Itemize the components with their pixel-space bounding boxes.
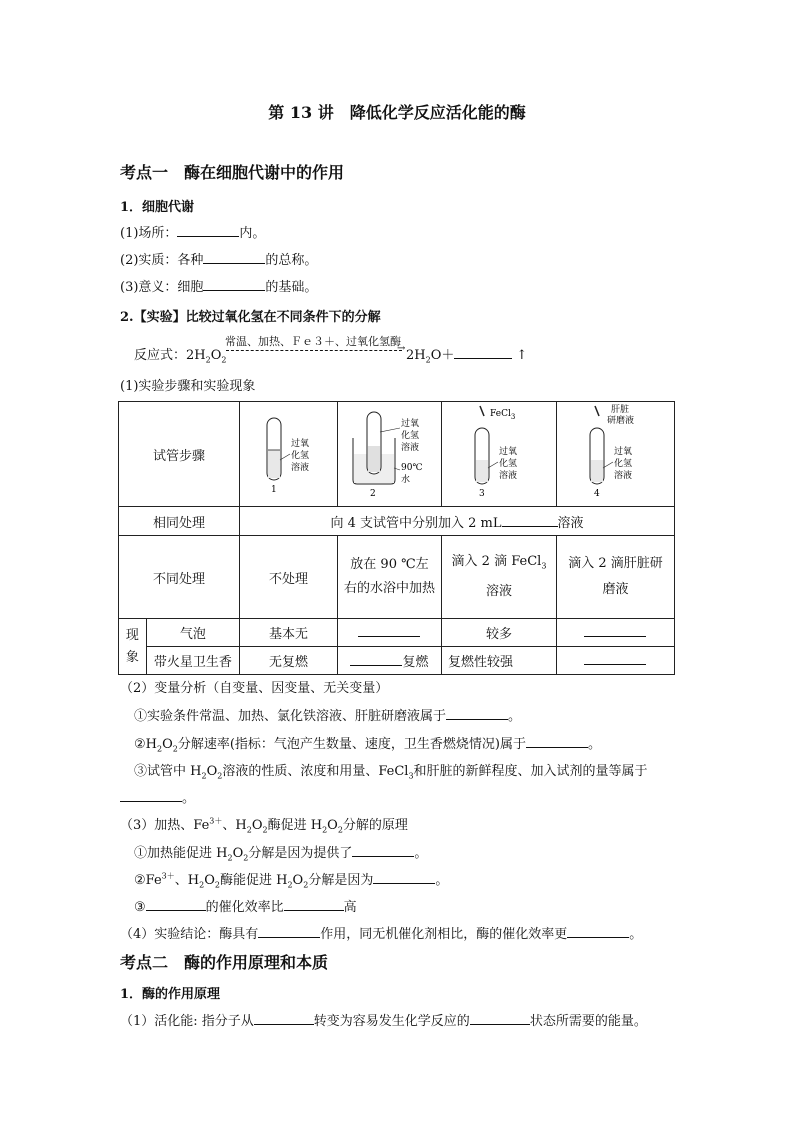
- a3-head-f: 分解的原理: [342, 818, 408, 833]
- analysis-4: [120, 923, 642, 942]
- cell-same-content: [239, 507, 674, 536]
- eq-post: O＋: [430, 348, 455, 363]
- analysis-2-2: [134, 733, 601, 754]
- cell-bubble-4: [556, 619, 674, 647]
- a3-2-f: 分解是因为: [308, 873, 374, 888]
- cell-bubble-label: 气泡: [146, 619, 239, 647]
- a3-3-end: 高: [343, 900, 357, 915]
- a3-1-a: ①加热能促进 H: [134, 846, 228, 861]
- a2-2-text: 分解速率(指标：气泡产生数量、速度，卫生香燃烧情况)属于: [177, 737, 527, 752]
- row-tubes: [119, 402, 675, 507]
- cell-spark-4: [556, 647, 674, 675]
- blank-a2-3[interactable]: [120, 789, 182, 802]
- a3-2-a: ②Fe: [134, 873, 162, 888]
- page-title: 第 13 讲 降低化学反应活化能的酶: [268, 103, 526, 122]
- tube-2-number: 2: [369, 489, 376, 499]
- cell-spark-label: 带火星卫生香: [146, 647, 239, 675]
- diff-3-sub: 3: [541, 561, 547, 571]
- blank-a3-3-2[interactable]: [284, 898, 344, 911]
- a2-1-end: 。: [508, 709, 522, 724]
- a2-2-sub2: 2: [172, 744, 178, 754]
- tube-4-label-2: 化氢: [613, 459, 632, 469]
- tube-4-number: 4: [593, 489, 600, 499]
- tube-1-number: 1: [270, 485, 277, 495]
- blank-meaning[interactable]: [203, 278, 265, 291]
- tube-2-label-1: 过氧: [400, 419, 419, 429]
- a3-2-sub1: 2: [199, 880, 205, 890]
- a3-1-sub1: 2: [227, 853, 233, 863]
- a3-3-b: 的催化效率比: [205, 900, 284, 915]
- a2-3-sub3: 3: [408, 771, 414, 781]
- same-post: 溶液: [557, 515, 584, 531]
- s2-l1-a: （1）活化能: 指分子从: [120, 1014, 254, 1029]
- diff-3-text-2: 溶液: [485, 584, 512, 600]
- cell-diff-header: 不同处理: [119, 536, 240, 619]
- a3-head-sup: 3＋: [209, 816, 223, 826]
- eq-sub3: 2: [425, 355, 431, 365]
- a3-3-marker: ③: [134, 900, 146, 915]
- cell-spark-1: 无复燃: [239, 647, 337, 675]
- section1-heading: 考点一 酶在细胞代谢中的作用: [120, 163, 345, 182]
- a3-1-end: 。: [414, 846, 428, 861]
- tube-4-label-3: 溶液: [613, 471, 632, 481]
- a3-2-sup: 3＋: [161, 871, 175, 881]
- a3-1-c: 分解是因为提供了: [248, 846, 353, 861]
- a2-3-sub1: 2: [201, 771, 207, 781]
- cell-diff-1: 不处理: [239, 536, 337, 619]
- sub1-heading: 1．细胞代谢: [120, 200, 195, 215]
- tube-2-water-1: 90℃: [400, 463, 423, 473]
- tube-4-diagram: [557, 402, 674, 502]
- reaction-arrow-line: [226, 350, 402, 351]
- blank-a4-1[interactable]: [258, 925, 320, 938]
- a3-2-end: 。: [435, 873, 449, 888]
- a3-2-sub2: 2: [214, 880, 220, 890]
- blank-s2-1[interactable]: [254, 1012, 314, 1025]
- eq-sub2: 2: [221, 355, 227, 365]
- eq-sub1: 2: [205, 355, 211, 365]
- tube-2-diagram: [338, 402, 441, 502]
- a2-3-c: 溶液的性质、浓度和用量、FeCl: [222, 764, 409, 779]
- gas-arrow: ↑: [516, 348, 528, 363]
- a3-1-b: O: [232, 846, 244, 861]
- cell-spark-2: [337, 647, 441, 675]
- tube-1-label-1: 过氧: [290, 439, 309, 449]
- cell-spark-3: 复燃性较强: [441, 647, 556, 675]
- analysis-3-3: [134, 896, 357, 915]
- cell-diff-3: [441, 536, 556, 619]
- cell-phen-header: 现象: [119, 619, 147, 675]
- cell-tube-2: [337, 402, 441, 507]
- steps-label: (1)实验步骤和实验现象: [120, 379, 256, 394]
- a3-2-c: O: [204, 873, 215, 888]
- a3-head-sub4: 2: [337, 825, 343, 835]
- cell-diff-2: 放在 90 ℃左右的水浴中加热: [337, 536, 441, 619]
- sub2-heading: 2.【实验】比较过氧化氢在不同条件下的分解: [120, 310, 381, 325]
- a2-2-mid: O: [162, 737, 173, 752]
- tube-3-diagram: [442, 402, 556, 502]
- tube-4-reagent-2: 研磨液: [606, 416, 634, 426]
- cell-tube-3: [441, 402, 556, 507]
- a3-2-sub4: 2: [303, 880, 309, 890]
- cell-tube-4: [556, 402, 674, 507]
- a3-2-b: 、H: [174, 873, 200, 888]
- s2-l1-b: 转变为容易发生化学反应的: [313, 1014, 470, 1029]
- experiment-table: [118, 401, 675, 675]
- eq-o: O: [210, 348, 222, 363]
- analysis-2-3-cont: [120, 787, 195, 806]
- line-essence-suffix: 的总称。: [265, 253, 318, 268]
- tube-1-label-3: 溶液: [290, 463, 309, 473]
- cell-bubble-2: [337, 619, 441, 647]
- blank-a3-3-1[interactable]: [146, 898, 206, 911]
- a3-head-b: 、H: [222, 818, 247, 833]
- tube-1-diagram: [240, 402, 337, 502]
- eq-pre: 反应式：2H: [134, 348, 206, 363]
- line-site-suffix: 内。: [239, 226, 266, 241]
- a3-head-c: O: [251, 818, 263, 833]
- blank-gas[interactable]: [454, 346, 512, 359]
- reaction-right: [406, 344, 527, 365]
- tube-3-label-1: 过氧: [498, 447, 517, 457]
- blank-same[interactable]: [502, 514, 558, 527]
- blank-a2-2[interactable]: [526, 735, 588, 748]
- a2-2-sub1: 2: [157, 744, 163, 754]
- blank-a3-1[interactable]: [352, 844, 414, 857]
- tube-2-label-2: 化氢: [400, 431, 419, 441]
- eq-product: 2H: [406, 348, 426, 363]
- a2-1-text: ①实验条件常温、加热、氯化铁溶液、肝脏研磨液属于: [134, 709, 447, 724]
- a4-a: （4）实验结论：酶具有: [120, 927, 259, 942]
- a4-end: 。: [629, 927, 643, 942]
- a3-head-a: （3）加热、Fe: [120, 818, 210, 833]
- a2-3-a: ③试管中 H: [134, 764, 202, 779]
- tube-2-water-2: 水: [400, 475, 410, 485]
- diff-3-text: 滴入 2 滴 FeCl: [451, 553, 542, 569]
- tube-3-reagent: FeCl$_3$: [489, 409, 516, 421]
- blank-spark-2[interactable]: [350, 653, 402, 666]
- section2-line1: [120, 1010, 647, 1029]
- a2-2-end: 。: [588, 737, 602, 752]
- row-bubble: [119, 619, 675, 647]
- analysis-3-2: [134, 869, 448, 890]
- line-essence-label: (2)实质：各种: [120, 253, 204, 268]
- line-meaning-suffix: 的基础。: [265, 280, 318, 295]
- analysis-2-heading: （2）变量分析（自变量、因变量、无关变量）: [120, 681, 389, 696]
- blank-spark-4[interactable]: [584, 652, 646, 665]
- a4-b: 作用，同无机催化剂相比，酶的催化效率更: [320, 927, 568, 942]
- a2-3-b: O: [206, 764, 218, 779]
- line-site-label: (1)场所：: [120, 226, 178, 241]
- a3-2-e: O: [292, 873, 304, 888]
- row-spark: [119, 647, 675, 675]
- tube-4-label-1: 过氧: [613, 447, 632, 457]
- line-essence: [120, 249, 317, 268]
- analysis-3-1: [134, 842, 427, 863]
- cell-bubble-1: 基本无: [239, 619, 337, 647]
- a3-1-sub2: 2: [243, 853, 249, 863]
- a3-2-d: 酶能促进 H: [219, 873, 288, 888]
- analysis-2-3: [134, 760, 648, 781]
- cell-same-header: 相同处理: [119, 507, 240, 536]
- a2-3-end: 。: [182, 791, 196, 806]
- a2-3-sub2: 2: [217, 771, 223, 781]
- row-diff: [119, 536, 675, 619]
- blank-a4-2[interactable]: [567, 925, 629, 938]
- blank-a2-1[interactable]: [446, 707, 508, 720]
- cell-bubble-3: 较多: [441, 619, 556, 647]
- a3-head-sub3: 2: [322, 825, 328, 835]
- section2-sub1: 1．酶的作用原理: [120, 987, 221, 1002]
- a3-head-e: O: [327, 818, 338, 833]
- a3-head-sub1: 2: [246, 825, 252, 835]
- section2-heading: 考点二 酶的作用原理和本质: [120, 953, 329, 972]
- cell-diff-4: 滴入 2 滴肝脏研磨液: [556, 536, 674, 619]
- tube-3-number: 3: [478, 489, 485, 499]
- reaction-arrow-head: →: [397, 343, 406, 354]
- blank-s2-2[interactable]: [470, 1012, 530, 1025]
- tube-3-label-2: 化氢: [498, 459, 517, 469]
- blank-a3-2[interactable]: [373, 871, 435, 884]
- same-pre: 向 4 支试管中分别加入 2 mL: [330, 515, 502, 531]
- blank-bubble-2[interactable]: [358, 624, 420, 637]
- s2-l1-c: 状态所需要的能量。: [529, 1014, 647, 1029]
- a2-3-d: 和肝脏的新鲜程度、加入试剂的量等属于: [413, 764, 648, 779]
- reaction-condition: 常温、加热、Ｆｅ３＋、过氧化氢酶: [225, 335, 401, 348]
- spark-2-post: 复燃: [402, 655, 429, 670]
- blank-site[interactable]: [177, 224, 239, 237]
- analysis-3-heading: [120, 814, 408, 835]
- tube-2-label-3: 溶液: [400, 443, 419, 453]
- cell-tube-1: [239, 402, 337, 507]
- analysis-2-1: [134, 705, 521, 724]
- tube-1-label-2: 化氢: [290, 451, 309, 461]
- row-same: [119, 507, 675, 536]
- a3-head-d: 酶促进 H: [267, 818, 323, 833]
- tube-3-label-3: 溶液: [498, 471, 517, 481]
- line-meaning: [120, 276, 317, 295]
- reaction-left: [134, 344, 226, 365]
- cell-header-steps: 试管步骤: [119, 402, 240, 507]
- line-site: [120, 222, 265, 241]
- a3-2-sub3: 2: [287, 880, 293, 890]
- line-meaning-label: (3)意义：细胞: [120, 280, 204, 295]
- a2-2-pre: ②H: [134, 737, 157, 752]
- blank-essence[interactable]: [203, 251, 265, 264]
- blank-bubble-4[interactable]: [584, 624, 646, 637]
- tube-4-reagent-1: 肝脏: [610, 405, 629, 415]
- a3-head-sub2: 2: [262, 825, 268, 835]
